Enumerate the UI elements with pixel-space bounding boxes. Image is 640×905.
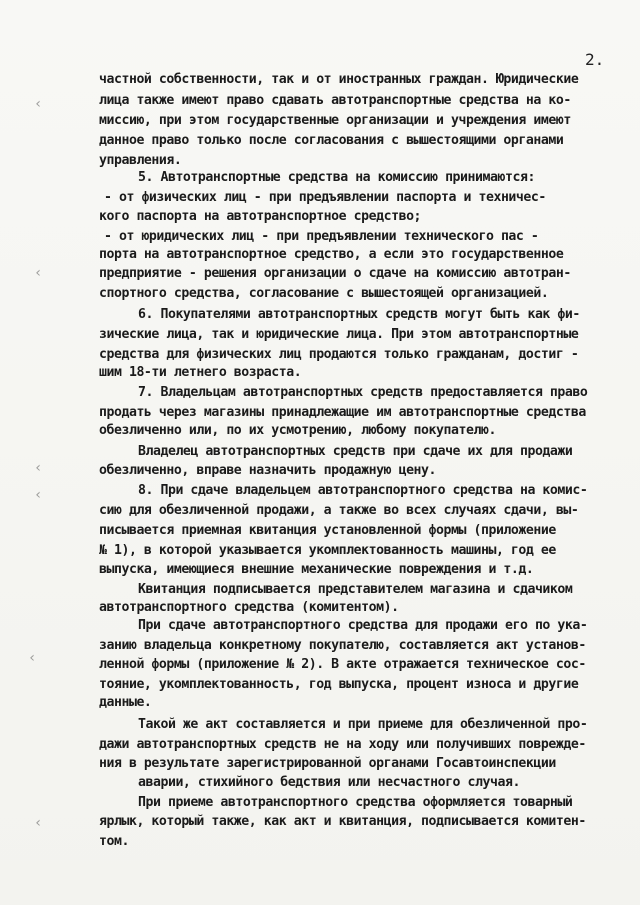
text-line: лица также имеют право сдавать автотранспортные средства на ко- xyxy=(99,93,571,108)
text-line: средства для физических лиц продаются только гражданам, достиг - xyxy=(99,347,579,362)
text-line: № 1), в которой указывается укомплектованность машины, год ее xyxy=(99,543,556,558)
text-line: ния в результате зарегистрированной органами Госавтоинспекции xyxy=(99,756,556,771)
text-line: кого паспорта на автотранспортное средство; xyxy=(99,209,422,224)
text-line: том. xyxy=(99,834,129,849)
text-line: сию для обезличенной продажи, а также во всех случаях сдачи, вы- xyxy=(99,503,579,518)
text-line: Владелец автотранспортных средств при сдаче их для продажи xyxy=(138,444,573,459)
text-line: 5. Автотранспортные средства на комиссию принимаются: xyxy=(138,170,535,185)
text-line: выпуска, имеющиеся внешние механические повреждения и т.д. xyxy=(99,562,534,577)
text-line: - от физических лиц - при предъявлении паспорта и техничес- xyxy=(104,190,546,205)
text-line: порта на автотранспортное средство, а если это государственное xyxy=(99,247,564,262)
text-line: зические лица, так и юридические лица. При этом автотранспортные xyxy=(99,327,579,342)
page-number: 2. xyxy=(585,50,605,69)
text-line: При приеме автотранспортного средства оформляется товарный xyxy=(138,795,573,810)
text-line: 8. При сдаче владельцем автотранспортного средства на комис- xyxy=(138,483,588,498)
text-line: 6. Покупателями автотранспортных средств могут быть как фи- xyxy=(138,307,580,322)
text-line: частной собственности, так и от иностранных граждан. Юридические xyxy=(99,72,579,87)
text-line: спортного средства, согласование с вышестоящей организацией. xyxy=(99,286,549,301)
text-line: предприятие - решения организации о сдаче на комиссию автотран- xyxy=(99,266,571,281)
text-line: - от юридических лиц - при предъявлении технического пас - xyxy=(104,229,539,244)
scan-mark: ‹ xyxy=(34,460,43,476)
text-line: ленной формы (приложение № 2). В акте отражается техническое сос- xyxy=(99,657,586,672)
text-line: 7. Владельцам автотранспортных средств предоставляется право xyxy=(138,385,588,400)
text-line: обезличенно или, по их усмотрению, любому покупателю. xyxy=(99,423,496,438)
text-line: занию владельца конкретному покупателю, составляется акт установ- xyxy=(99,638,586,653)
text-line: тояние, укомплектованность, год выпуска, процент износа и другие xyxy=(99,677,579,692)
text-line: управления. xyxy=(99,153,182,168)
text-line: продать через магазины принадлежащие им автотранспортные средства xyxy=(99,405,586,420)
scan-mark: ‹ xyxy=(34,96,43,112)
scan-mark: ‹ xyxy=(34,487,43,503)
text-line: обезличенно, вправе назначить продажную цену. xyxy=(99,463,437,478)
text-line: данные. xyxy=(99,695,152,710)
text-line: дажи автотранспортных средств не на ходу или получивших поврежде- xyxy=(99,737,586,752)
text-line: аварии, стихийного бедствия или несчастного случая. xyxy=(138,775,520,790)
text-line: При сдаче автотранспортного средства для продажи его по ука- xyxy=(138,618,588,633)
scan-mark: ‹ xyxy=(28,650,37,666)
text-line: автотранспортного средства (комитентом). xyxy=(99,600,399,615)
text-line: Такой же акт составляется и при приеме для обезличенной про- xyxy=(138,717,588,732)
scan-mark: ‹ xyxy=(34,815,43,831)
text-line: Квитанция подписывается представителем магазина и сдачиком xyxy=(138,582,573,597)
text-line: ярлык, который также, как акт и квитанция, подписывается комитен- xyxy=(99,814,586,829)
text-line: шим 18-ти летнего возраста. xyxy=(99,365,302,380)
text-line: писывается приемная квитанция установленной формы (приложение xyxy=(99,523,556,538)
text-line: миссию, при этом государственные организации и учреждения имеют xyxy=(99,113,571,128)
text-line: данное право только после согласования с вышестоящими органами xyxy=(99,133,564,148)
scan-mark: ‹ xyxy=(34,265,43,281)
